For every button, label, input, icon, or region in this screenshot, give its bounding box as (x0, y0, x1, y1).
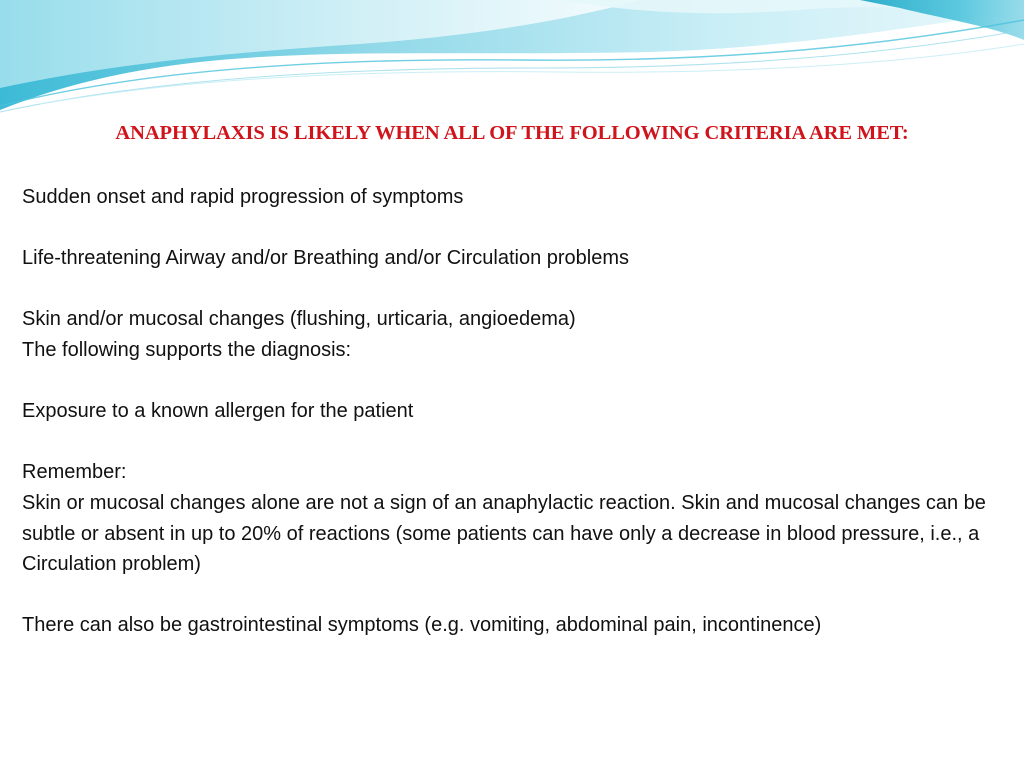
spacer (22, 580, 1012, 611)
remember-heading: Remember: (22, 461, 127, 484)
remember-skin-note: Skin or mucosal changes alone are not a sign of an anaphylactic reaction. Skin and mucosal changes can be subtle or absent in up to 20% of reactions (some patients can have only a decrease in blood pressure, i.e., a Circulation problem) (22, 491, 986, 576)
spacer (22, 274, 1012, 305)
criterion-abc-problems: Life-threatening Airway and/or Breathing and/or Circulation problems (22, 247, 630, 270)
spacer (22, 366, 1012, 397)
spacer (22, 213, 1012, 244)
slide-title: ANAPHYLAXIS IS LIKELY WHEN ALL OF THE FOLLOWING CRITERIA ARE MET: (115, 122, 909, 144)
slide-body (22, 182, 1012, 641)
supporting-allergen-exposure: Exposure to a known allergen for the patient (22, 400, 414, 423)
spacer (22, 427, 1012, 458)
header-wave-decoration (0, 0, 1024, 130)
gastrointestinal-note: There can also be gastrointestinal symptoms (e.g. vomiting, abdominal pain, incontinence) (22, 614, 822, 637)
criterion-skin-changes: Skin and/or mucosal changes (flushing, urticaria, angioedema) (22, 308, 576, 331)
criterion-onset: Sudden onset and rapid progression of symptoms (22, 186, 464, 208)
supports-diagnosis-heading: The following supports the diagnosis: (22, 338, 352, 361)
